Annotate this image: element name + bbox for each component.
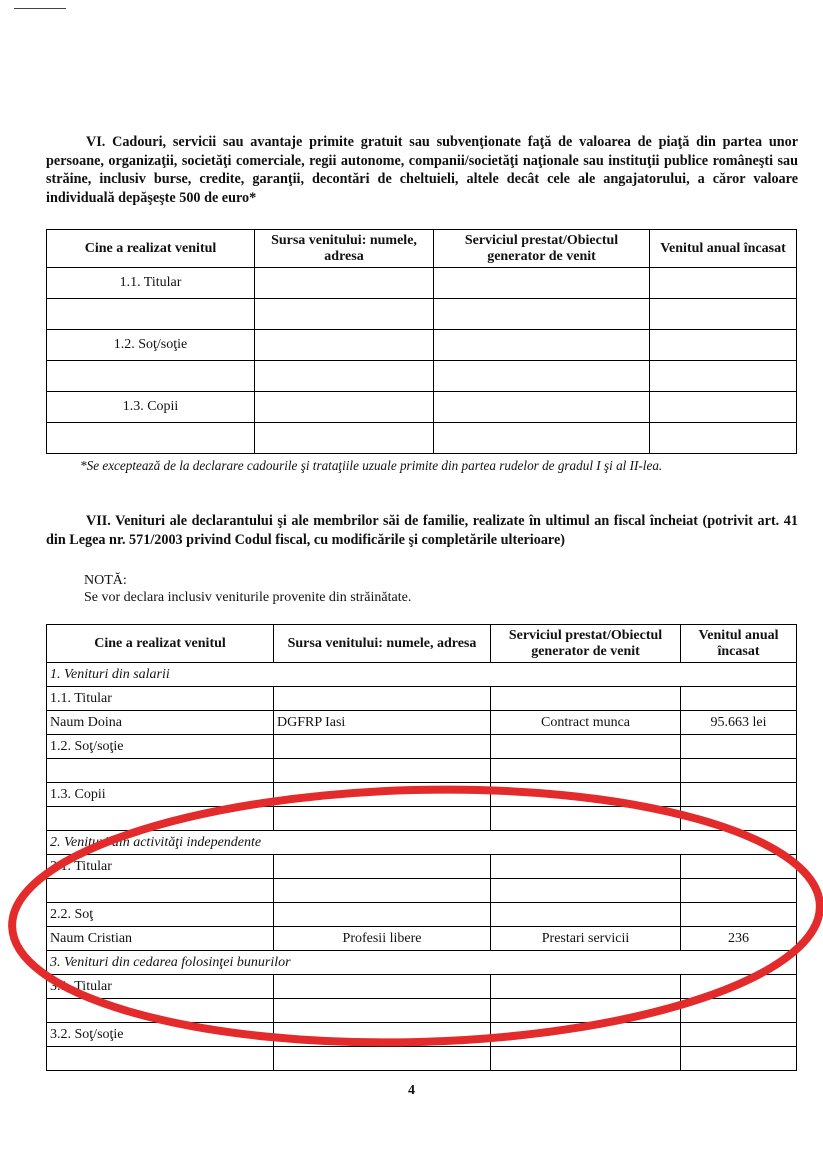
income-service: Prestari servicii [491,927,681,951]
row-label: 2.1. Titular [47,855,274,879]
section-row [47,663,797,687]
income-amount: 95.663 lei [681,711,797,735]
section-label-independent: 2. Venituri din activităţi independente [47,831,797,855]
row-label: 1.2. Soţ/soţie [47,330,255,361]
row-label: 2.2. Soţ [47,903,274,927]
row-label: 1.1. Titular [47,687,274,711]
row-label: 1.1. Titular [47,268,255,299]
table-row [47,687,797,711]
table-row [47,783,797,807]
col-header-who: Cine a realizat venitul [47,230,255,268]
top-rule [14,8,66,9]
col-header-income: Venitul anual încasat [650,230,797,268]
table-row [47,268,797,299]
table-row [47,735,797,759]
table-row [47,759,797,783]
section-label-rental: 3. Venituri din cedarea folosinţei bunurilor [47,951,797,975]
nota-text: Se vor declara inclusiv veniturile provenite din străinătate. [84,590,412,605]
nota-block [84,572,411,606]
table-row [47,903,797,927]
nota-title: NOTĂ: [84,573,127,588]
person-name: Naum Cristian [47,927,274,951]
gifts-footnote: *Se exceptează de la declarare cadourile şi trataţiile uzuale primite din partea rudelor de gradul I şi al II-lea. [80,458,663,473]
table-row [47,392,797,423]
table-row [47,807,797,831]
table-row [47,299,797,330]
row-label: 1.3. Copii [47,783,274,807]
table-row [47,1047,797,1071]
table-row [47,1023,797,1047]
section-row [47,831,797,855]
table-row [47,927,797,951]
section-row [47,951,797,975]
col-header-income: Venitul anual încasat [681,625,797,663]
gifts-table [46,229,797,454]
section-label-salaries: 1. Venituri din salarii [47,663,797,687]
table-row [47,975,797,999]
col-header-source: Sursa venitului: numele, adresa [274,625,491,663]
section-6-heading: VI. Cadouri, servicii sau avantaje primite gratuit sau subvenţionate faţă de valoarea de piaţă din partea unor persoane, organizaţii, societăţi comerciale, regii autonome, companii/societăţi naţionale sau instituţii publice româneşti sau străine, inclusiv burse, credite, garanţii, decontări de cheltuieli, altele decât cele ale angajatorului, a căror valoare individuală depăşeşte 500 de euro* [46,134,798,206]
income-source: DGFRP Iasi [274,711,491,735]
col-header-service: Serviciul prestat/Obiectul generator de venit [491,625,681,663]
col-header-source: Sursa venitului: numele, adresa [255,230,434,268]
row-label: 1.2. Soţ/soţie [47,735,274,759]
table-row [47,999,797,1023]
person-name: Naum Doina [47,711,274,735]
income-amount: 236 [681,927,797,951]
income-table [46,624,797,1071]
table-row [47,423,797,454]
income-source: Profesii libere [274,927,491,951]
row-label: 3.2. Soţ/soţie [47,1023,274,1047]
table-row [47,330,797,361]
table-row [47,711,797,735]
row-label: 3.1. Titular [47,975,274,999]
col-header-service: Serviciul prestat/Obiectul generator de venit [434,230,650,268]
row-label: 1.3. Copii [47,392,255,423]
table-row [47,855,797,879]
table-row [47,879,797,903]
col-header-who: Cine a realizat venitul [47,625,274,663]
income-service: Contract munca [491,711,681,735]
page-number: 4 [408,1083,415,1098]
table-row [47,361,797,392]
section-7-heading: VII. Venituri ale declarantului şi ale membrilor săi de familie, realizate în ultimul an fiscal încheiat (potrivit art. 41 din Legea nr. 571/2003 privind Codul fiscal, cu modificările şi completările ulterioare) [46,513,798,548]
